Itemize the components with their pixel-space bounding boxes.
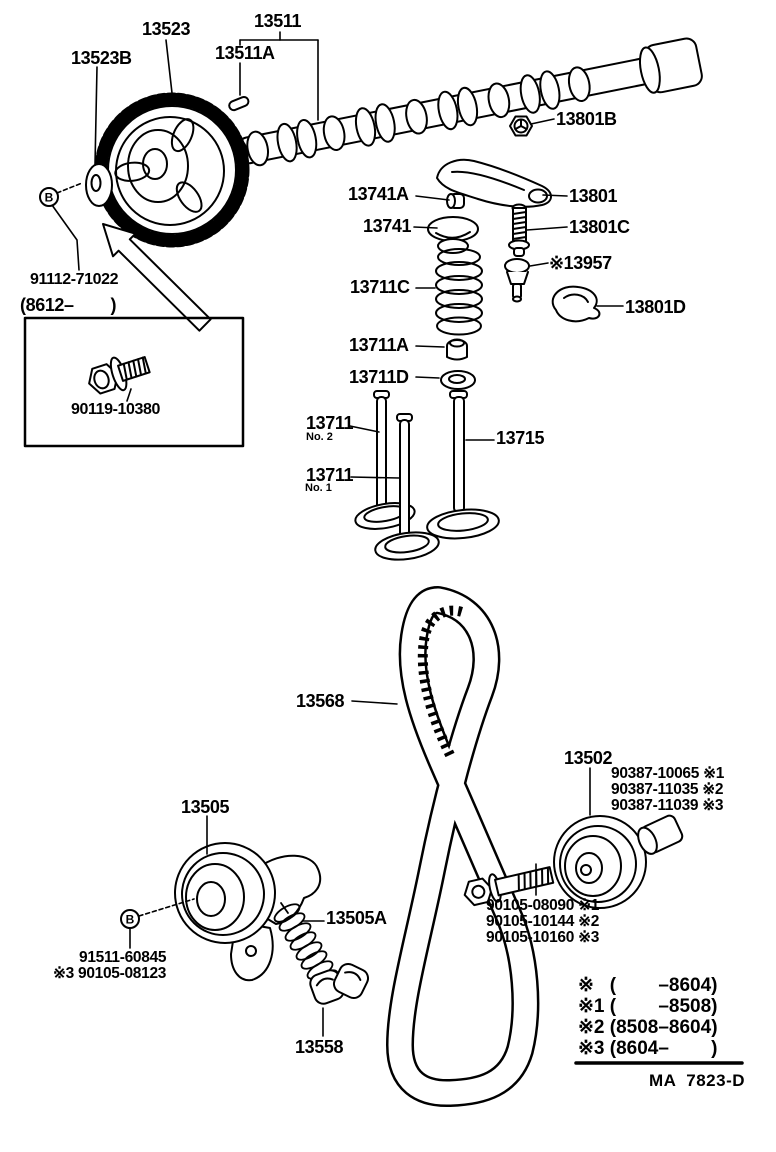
part-label-13711D: 13711D: [349, 367, 409, 387]
rocker-pin-drawing: [447, 194, 464, 208]
part-label-13511A: 13511A: [215, 43, 275, 63]
camshaft-drawing: [228, 37, 703, 177]
camshaft-pin-drawing: [228, 96, 250, 112]
part-label-13511: 13511: [254, 11, 302, 31]
part-label-13801: 13801: [569, 186, 618, 206]
part-label-13711C: 13711C: [350, 277, 410, 297]
part-label-13502: 13502: [564, 748, 613, 768]
valve-stem-cap-drawing: [447, 340, 467, 360]
callout-box: [25, 318, 243, 446]
applicability-label: (8612– ): [20, 295, 117, 315]
spring-clip-drawing: [553, 287, 600, 322]
cam-gear-drawing: [101, 99, 243, 241]
circled-b-glyph: B: [125, 912, 135, 927]
part-label-13568: 13568: [296, 691, 345, 711]
idler-pulley-drawing: [554, 816, 646, 908]
part-label-13801C: 13801C: [569, 217, 630, 237]
part-label-90105-10144: 90105-10144 ※2: [486, 913, 600, 930]
legend-row-3: ※2 (8508–8604): [578, 1017, 718, 1038]
part-label-91511-60845: 91511-60845: [79, 949, 167, 966]
valve-spring-drawing: [436, 249, 482, 335]
gear-washer-drawing: [86, 164, 112, 206]
spring-retainer-drawing: [428, 217, 478, 253]
part-label-13711A: 13711A: [349, 335, 409, 355]
part-label-90387-11035: 90387-11035 ※2: [611, 781, 724, 798]
part-label-90105-10160: 90105-10160 ※3: [486, 929, 600, 946]
part-label-13801D: 13801D: [625, 297, 686, 317]
part-label-13505A: 13505A: [326, 908, 387, 928]
part-label-90119-10380: 90119-10380: [71, 401, 161, 418]
part-label-13505: 13505: [181, 797, 230, 817]
adjusting-screw-drawing: [505, 259, 529, 302]
part-label-90387-10065: 90387-10065 ※1: [611, 765, 725, 782]
legend-row-4: ※3 (8604– ): [578, 1038, 718, 1059]
circled-b-marker-top: [40, 188, 58, 206]
part-label-13711-no1: 13711: [306, 465, 354, 485]
legend-row-2: ※1 ( –8508): [578, 996, 718, 1017]
spring-seat-drawing: [441, 371, 475, 389]
part-label-90387-11039: 90387-11039 ※3: [611, 797, 724, 814]
nut-drawing: [510, 117, 532, 136]
ref-label-91112-71022: 91112-71022: [30, 271, 119, 288]
circled-b-marker-bottom: [121, 910, 139, 928]
part-label-13558: 13558: [295, 1037, 344, 1057]
legend-row-1: ※ ( –8604): [578, 975, 718, 996]
part-label-13957: ※13957: [549, 253, 612, 273]
timing-belt-drawing: [400, 600, 525, 1093]
drawing-code: MA 7823-D: [649, 1071, 746, 1090]
part-label-90105-08090: 90105-08090 ※1: [486, 897, 600, 914]
part-label-13711-no2: 13711: [306, 413, 354, 433]
flange-bolt-drawing: [84, 348, 153, 399]
circled-b-glyph: B: [44, 190, 54, 205]
part-label-13741: 13741: [363, 216, 412, 236]
part-sublabel-no1: No. 1: [305, 482, 332, 494]
part-label-13715: 13715: [496, 428, 545, 448]
part-label-13741A: 13741A: [348, 184, 409, 204]
part-label-90105-08123: ※3 90105-08123: [53, 965, 167, 982]
part-label-13523B: 13523B: [71, 48, 132, 68]
part-label-13801B: 13801B: [556, 109, 617, 129]
belt-clamp-drawing: [308, 961, 371, 1006]
part-label-13523: 13523: [142, 19, 191, 39]
rocker-bolt-drawing: [509, 205, 529, 257]
part-sublabel-no2: No. 2: [306, 431, 333, 443]
valve-drawing-13715: [426, 391, 501, 542]
